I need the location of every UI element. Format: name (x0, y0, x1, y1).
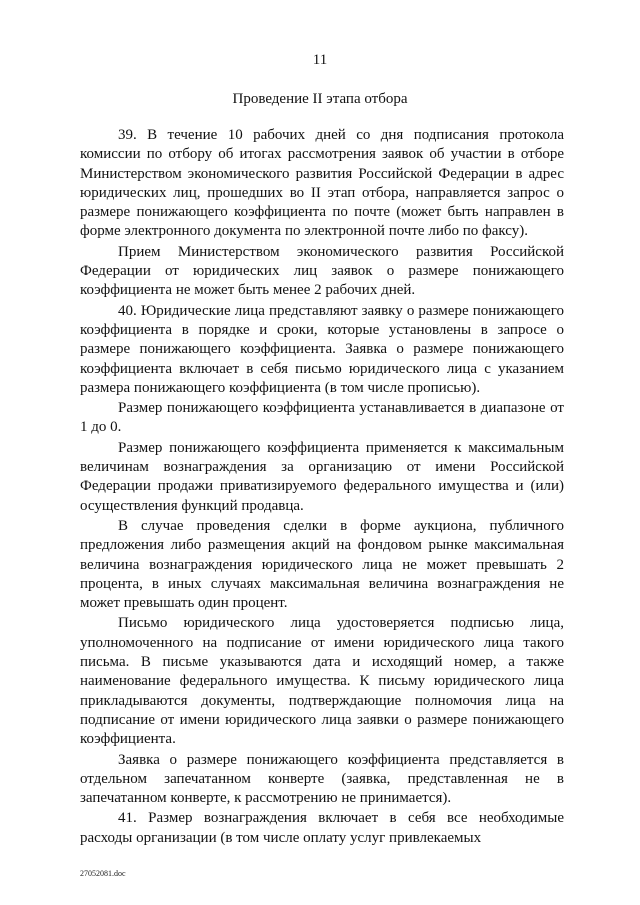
paragraph-41: 41. Размер вознаграждения включает в себя все необходимые расходы организации (в том числе оплату услуг привлекаемых (80, 810, 564, 846)
paragraph-40: 40. Юридические лица представляют заявку о размере понижающего коэффициента в порядке и сроки, которые установлены в запросе о размере понижающего коэффициента. Заявка о размере понижающего коэффициента включает в себя письмо юридического лица с указанием размера понижающего коэффициента (в том числе прописью). (80, 302, 564, 396)
paragraph-acceptance-period: Прием Министерством экономического развития Российской Федерации от юридических лиц заявок о размере понижающего коэффициента не может быть менее 2 рабочих дней. (80, 243, 564, 299)
paragraph-39: 39. В течение 10 рабочих дней со дня подписания протокола комиссии по отбору об итогах рассмотрения заявок об участии в отборе Министерством экономического развития Российской Федерации в адрес юридических лиц, прошедших во II этап отбора, направляется запрос о размере понижающего коэффициента по почте (может быть направлен в форме электронного документа по электронной почте либо по факсу). (80, 127, 564, 240)
footer-document-code: 27052081.doc (80, 869, 126, 878)
page-number: 11 (312, 52, 328, 68)
paragraph-letter-requirements: Письмо юридического лица удостоверяется подписью лица, уполномоченного на подписание от имени юридического лица такого письма. В письме указываются дата и исходящий номер, а также наименование федерального имущества. К письму юридического лица прикладываются документы, подтверждающие полномочия лица на подписание от имени юридического лица заявки о размере понижающего коэффициента. (80, 615, 564, 748)
section-title: Проведение II этапа отбора (232, 91, 408, 107)
paragraph-sealed-envelope: Заявка о размере понижающего коэффициента представляется в отдельном запечатанном конверте (заявка, представленная не в запечатанном конверте, к рассмотрению не принимается). (80, 751, 564, 807)
body-text (80, 126, 564, 848)
paragraph-coefficient-range: Размер понижающего коэффициента устанавливается в диапазоне от 1 до 0. (80, 400, 564, 436)
paragraph-max-reward: В случае проведения сделки в форме аукциона, публичного предложения либо размещения акций на фондовом рынке максимальная величина вознаграждения юридического лица не может превышать 2 процента, в иных случаях максимальная величина вознаграждения не может превышать один процент. (80, 517, 564, 612)
paragraph-coefficient-application: Размер понижающего коэффициента применяется к максимальным величинам вознаграждения за организацию от имени Российской Федерации продажи приватизируемого федерального имущества и (или) осуществления функций продавца. (80, 439, 564, 514)
